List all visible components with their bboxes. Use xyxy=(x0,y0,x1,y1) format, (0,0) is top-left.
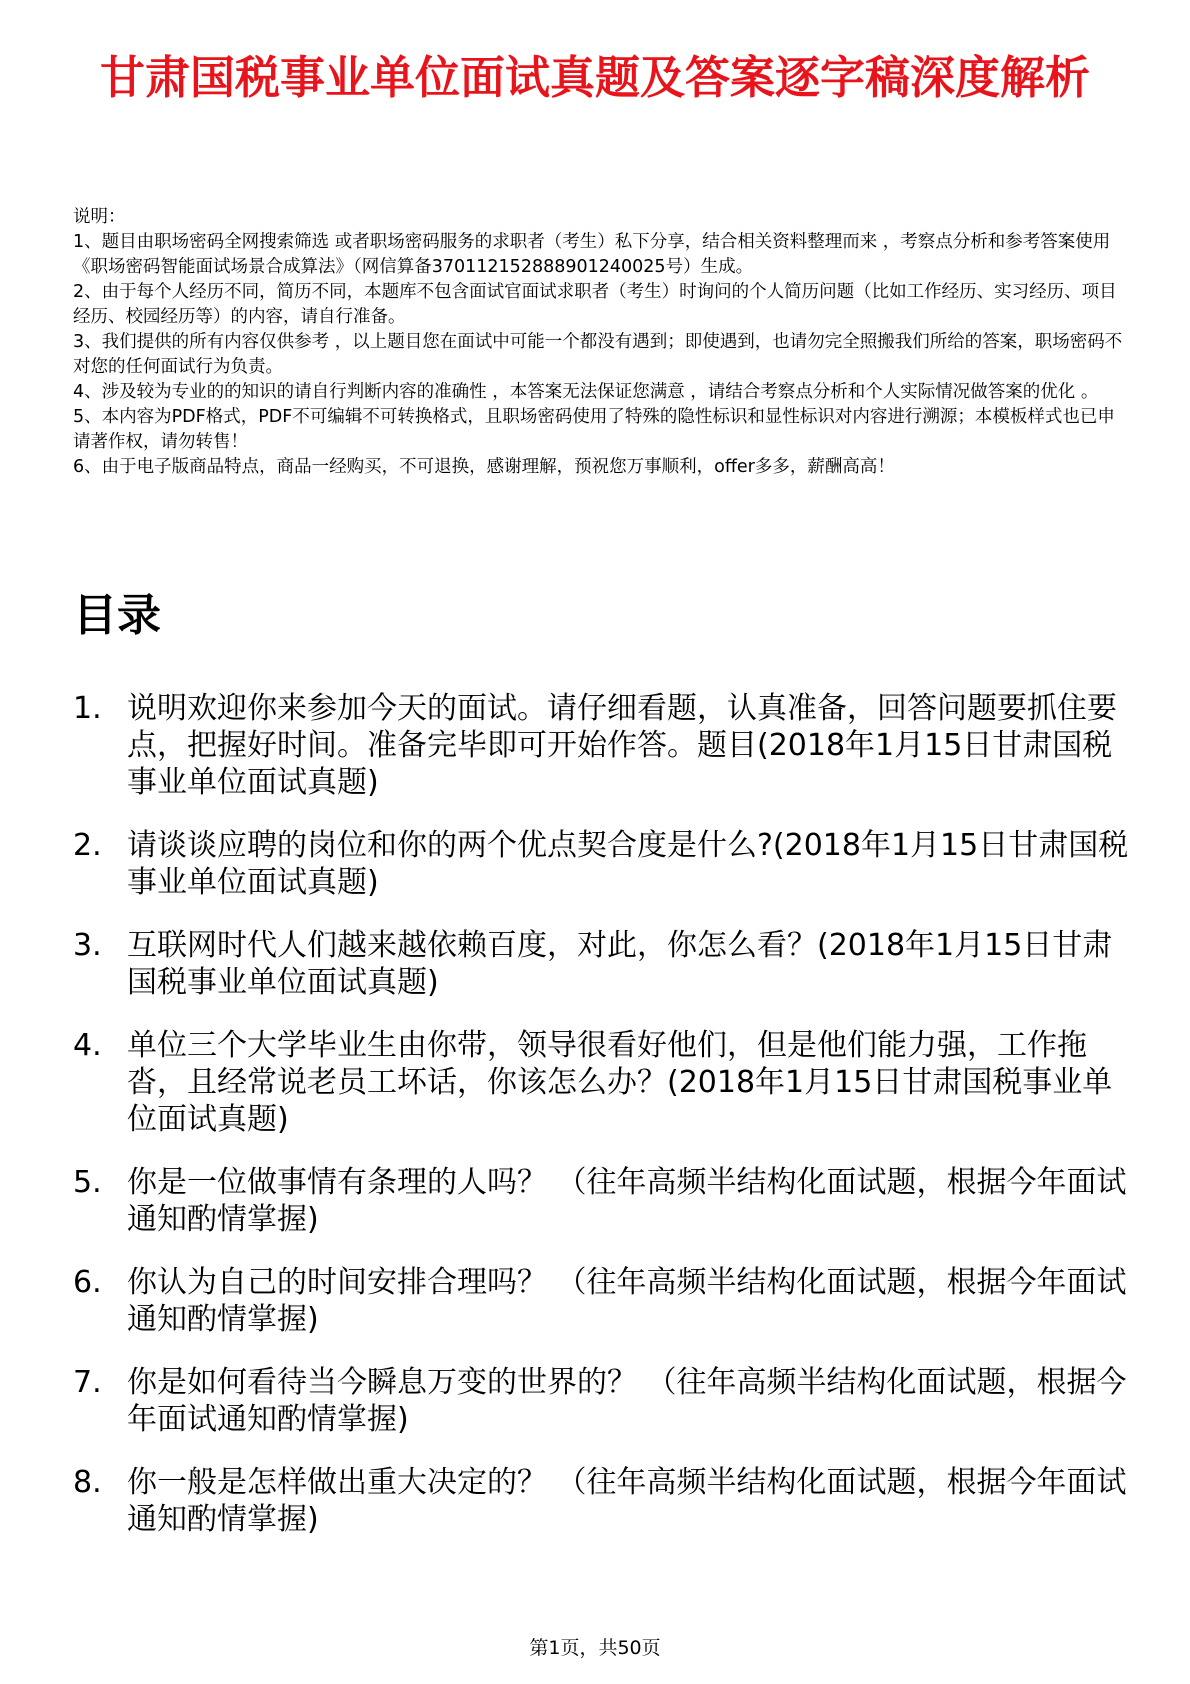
notes-line: 3、我们提供的所有内容仅供参考 ，以上题目您在面试中可能一个都没有遇到；即使遇到，也请勿完全照搬我们所给的答案，职场密码不对您的任何面试行为负责。 xyxy=(73,332,1123,377)
toc-item-text: 说明欢迎你来参加今天的面试。请仔细看题，认真准备，回答问题要抓住要点，把握好时间。准备完毕即可开始作答。题目(2018年1月15日甘肃国税事业单位面试真题) xyxy=(127,691,1117,800)
toc-item-number: 2. xyxy=(73,828,102,863)
notes-line: 说明： xyxy=(73,207,126,227)
toc-heading: 目录 xyxy=(73,590,161,641)
toc-item-text: 请谈谈应聘的岗位和你的两个优点契合度是什么?(2018年1月15日甘肃国税事业单位面试真题) xyxy=(127,828,1129,900)
notes-line: 6、由于电子版商品特点，商品一经购买，不可退换，感谢理解，预祝您万事顺利，offer多多，薪酬高高！ xyxy=(73,457,895,477)
toc-item-number: 1. xyxy=(73,691,102,726)
toc-item[interactable] xyxy=(73,690,1133,801)
notes-line: 2、由于每个人经历不同，简历不同，本题库不包含面试官面试求职者（考生）时询问的个人简历问题（比如工作经历、实习经历、项目经历、校园经历等）的内容，请自行准备。 xyxy=(73,282,1117,327)
toc-item[interactable] xyxy=(73,1464,1133,1538)
toc-item-text: 你是如何看待当今瞬息万变的世界的？ （往年高频半结构化面试题，根据今年面试通知酌情掌握) xyxy=(127,1365,1127,1437)
table-of-contents xyxy=(73,690,1133,1564)
toc-item-number: 4. xyxy=(73,1028,102,1063)
page-footer: 第1页，共50页 xyxy=(529,1637,661,1659)
notes-line: 5、本内容为PDF格式，PDF不可编辑不可转换格式，且职场密码使用了特殊的隐性标识和显性标识对内容进行溯源；本模板样式也已申请著作权，请勿转售！ xyxy=(73,407,1115,452)
toc-item-text: 互联网时代人们越来越依赖百度，对此，你怎么看？(2018年1月15日甘肃国税事业单位面试真题) xyxy=(127,928,1113,1000)
toc-item-text: 单位三个大学毕业生由你带，领导很看好他们，但是他们能力强，工作拖沓，且经常说老员工坏话，你该怎么办？(2018年1月15日甘肃国税事业单位面试真题) xyxy=(127,1028,1113,1137)
toc-item-text: 你是一位做事情有条理的人吗？ （往年高频半结构化面试题，根据今年面试通知酌情掌握) xyxy=(127,1165,1127,1237)
toc-item-number: 3. xyxy=(73,928,102,963)
document-title: 甘肃国税事业单位面试真题及答案逐字稿深度解析 xyxy=(99,51,1090,104)
toc-item-text: 你认为自己的时间安排合理吗？ （往年高频半结构化面试题，根据今年面试通知酌情掌握) xyxy=(127,1265,1127,1337)
toc-item[interactable] xyxy=(73,1264,1133,1338)
notes-line: 4、涉及较为专业的的知识的请自行判断内容的准确性 ，本答案无法保证您满意 ，请结合考察点分析和个人实际情况做答案的优化 。 xyxy=(73,382,1099,402)
notes-line: 1、题目由职场密码全网搜索筛选 或者职场密码服务的求职者（考生）私下分享，结合相关资料整理而来 ，考察点分析和参考答案使用《职场密码智能面试场景合成算法》（网信算备370112152888901240025号）生成。 xyxy=(73,232,1111,277)
toc-item[interactable] xyxy=(73,1164,1133,1238)
toc-item[interactable] xyxy=(73,827,1133,901)
toc-item-text: 你一般是怎样做出重大决定的？ （往年高频半结构化面试题，根据今年面试通知酌情掌握) xyxy=(127,1465,1127,1537)
toc-item-number: 6. xyxy=(73,1265,102,1300)
toc-item[interactable] xyxy=(73,1027,1133,1138)
notes-section xyxy=(73,205,1123,480)
toc-item-number: 8. xyxy=(73,1465,102,1500)
toc-item[interactable] xyxy=(73,927,1133,1001)
toc-item[interactable] xyxy=(73,1364,1133,1438)
toc-item-number: 5. xyxy=(73,1165,102,1200)
toc-item-number: 7. xyxy=(73,1365,102,1400)
